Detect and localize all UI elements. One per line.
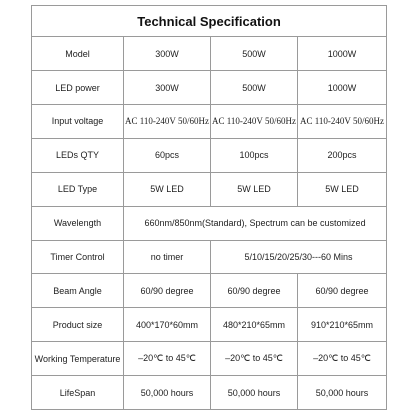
cell-500w: 500W: [211, 71, 298, 105]
row-input-voltage: [32, 105, 387, 139]
row-led-power: [32, 71, 387, 105]
row-label: Wavelength: [32, 206, 124, 240]
cell-300w: 60/90 degree: [124, 274, 211, 308]
cell-300w: 50,000 hours: [124, 376, 211, 410]
cell-1000w: –20℃ to 45℃: [298, 342, 387, 376]
cell-300w: 5W LED: [124, 172, 211, 206]
row-label: LED Type: [32, 172, 124, 206]
row-led-type: [32, 172, 387, 206]
cell-1000w: 1000W: [298, 37, 387, 71]
row-label: Input voltage: [32, 105, 124, 139]
row-lifespan: [32, 376, 387, 410]
cell-500w: 50,000 hours: [211, 376, 298, 410]
cell-merged: 660nm/850nm(Standard), Spectrum can be customized: [124, 206, 387, 240]
row-model: [32, 37, 387, 71]
cell-1000w: 60/90 degree: [298, 274, 387, 308]
row-label: Model: [32, 37, 124, 71]
cell-500w: 480*210*65mm: [211, 308, 298, 342]
cell-500w: –20℃ to 45℃: [211, 342, 298, 376]
row-beam-angle: [32, 274, 387, 308]
cell-500w: 500W: [211, 37, 298, 71]
cell-300w: 300W: [124, 71, 211, 105]
cell-500w: 100pcs: [211, 138, 298, 172]
row-wavelength: [32, 206, 387, 240]
row-label: Product size: [32, 308, 124, 342]
cell-1000w: 5W LED: [298, 172, 387, 206]
row-label: Timer Control: [32, 240, 124, 274]
cell-1000w: AC 110-240V 50/60Hz: [298, 105, 387, 139]
row-label: LED power: [32, 71, 124, 105]
cell-500w: AC 110-240V 50/60Hz: [211, 105, 298, 139]
cell-300w: 300W: [124, 37, 211, 71]
row-label: Working Temperature: [32, 342, 124, 376]
cell-merged: 5/10/15/20/25/30---60 Mins: [211, 240, 387, 274]
cell-300w: no timer: [124, 240, 211, 274]
table-title: Technical Specification: [32, 6, 387, 37]
row-timer-control: [32, 240, 387, 274]
cell-1000w: 1000W: [298, 71, 387, 105]
spec-table: [31, 5, 387, 410]
row-label: LifeSpan: [32, 376, 124, 410]
cell-300w: 400*170*60mm: [124, 308, 211, 342]
cell-1000w: 200pcs: [298, 138, 387, 172]
title-row: [32, 6, 387, 37]
row-label: LEDs QTY: [32, 138, 124, 172]
row-working-temperature: [32, 342, 387, 376]
cell-500w: 5W LED: [211, 172, 298, 206]
row-product-size: [32, 308, 387, 342]
cell-300w: –20℃ to 45℃: [124, 342, 211, 376]
cell-300w: AC 110-240V 50/60Hz: [124, 105, 211, 139]
cell-300w: 60pcs: [124, 138, 211, 172]
cell-1000w: 50,000 hours: [298, 376, 387, 410]
row-leds-qty: [32, 138, 387, 172]
cell-1000w: 910*210*65mm: [298, 308, 387, 342]
row-label: Beam Angle: [32, 274, 124, 308]
cell-500w: 60/90 degree: [211, 274, 298, 308]
